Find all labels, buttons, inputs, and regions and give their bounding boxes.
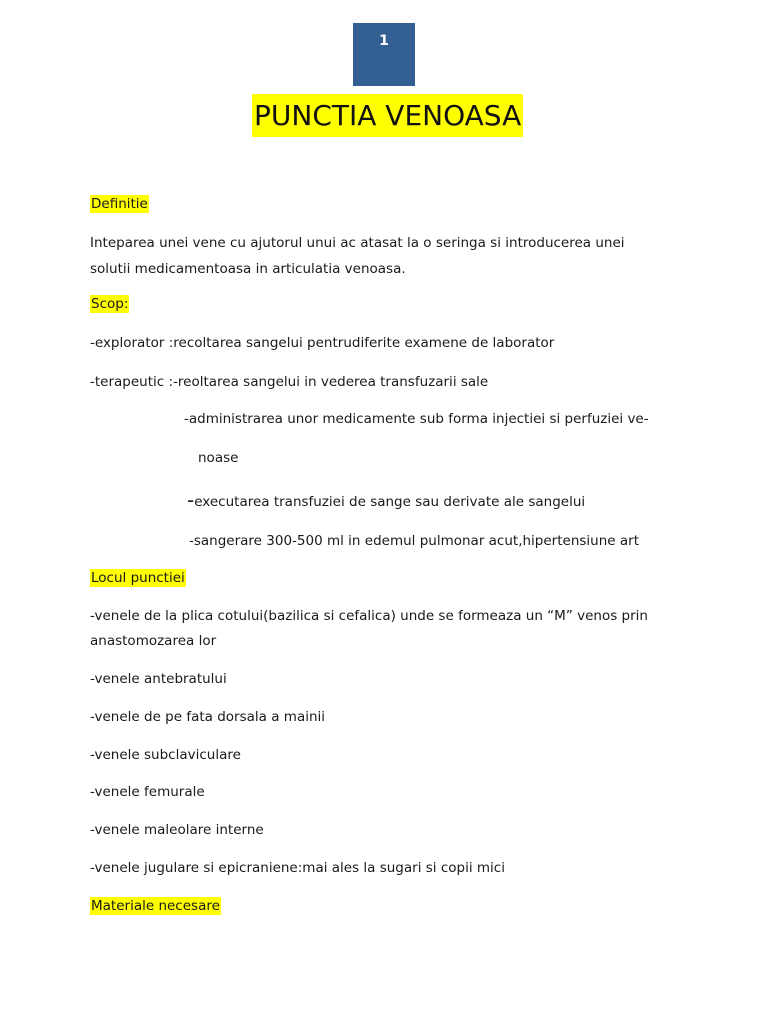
definitie-line-1: Inteparea unei vene cu ajutorul unui ac atasat la o seringa si introducerea unei: [90, 235, 625, 251]
locul-line: -venele antebratului: [90, 671, 227, 687]
section-heading-materiale: Materiale necesare: [91, 898, 220, 914]
locul-line: -venele maleolare interne: [90, 822, 264, 838]
scop-sub-item: -sangerare 300-500 ml in edemul pulmonar acut,hipertensiune art: [189, 533, 639, 549]
scop-terapeutic: -terapeutic :-reoltarea sangelui in vederea transfuzarii sale: [90, 374, 489, 390]
scop-sub-item: noase: [198, 450, 239, 466]
scop-sub-item: -administrarea unor medicamente sub forma injectiei si perfuziei ve-: [184, 411, 649, 427]
locul-line: -venele femurale: [90, 784, 205, 800]
locul-line: -venele subclaviculare: [90, 747, 241, 763]
locul-line: -venele de la plica cotului(bazilica si cefalica) unde se formeaza un “M” venos prin: [90, 608, 648, 624]
section-heading-locul: Locul punctiei: [91, 570, 185, 586]
large-dash: -: [187, 488, 195, 512]
scop-explorator: -explorator :recoltarea sangelui pentrudiferite examene de laborator: [90, 335, 555, 351]
locul-line: -venele de pe fata dorsala a mainii: [90, 709, 326, 725]
page-number-badge: 1: [353, 23, 415, 86]
scop-sub-item: -executarea transfuziei de sange sau derivate ale sangelui: [187, 488, 586, 512]
locul-line: -venele jugulare si epicraniene:mai ales la sugari si copii mici: [90, 860, 505, 876]
section-heading-scop: Scop:: [91, 296, 129, 312]
section-heading-definitie: Definitie: [91, 196, 148, 212]
page-title: PUNCTIA VENOASA: [252, 94, 523, 137]
locul-line: anastomozarea lor: [90, 633, 217, 649]
definitie-line-2: solutii medicamentoasa in articulatia venoasa.: [90, 261, 406, 277]
